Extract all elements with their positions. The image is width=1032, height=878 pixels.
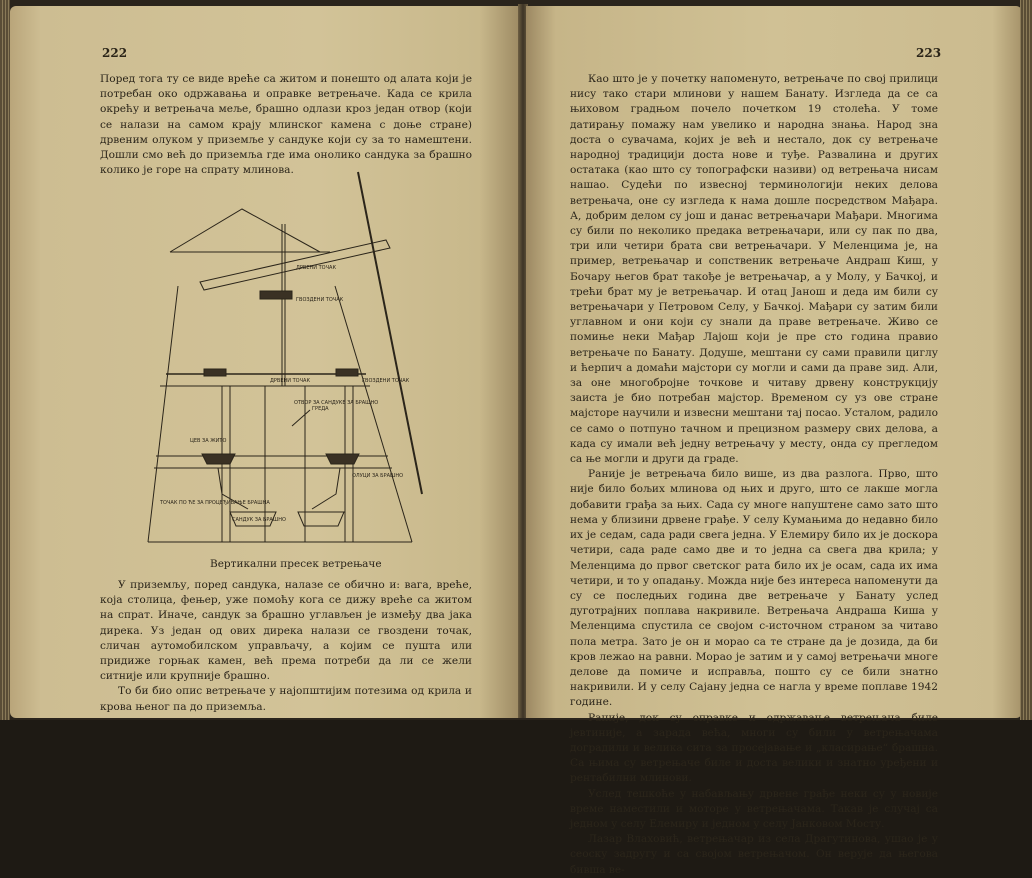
wind-shaft bbox=[200, 240, 390, 290]
roof-outline bbox=[170, 209, 320, 252]
windmill-cross-section-figure bbox=[130, 164, 430, 549]
right-paragraph-3: Раније, док су оправке и одржавање ветрењача биле јевтиније, а зарада већа, многи су били у ветрењачама доградили и велика сита за просејавање и „класирање“ брашна. Са њима су ветрењаче биле и доста велики и знатно уређени и рентабилни млинови. bbox=[570, 711, 938, 785]
top-wooden-wheel bbox=[260, 291, 292, 299]
label-otvor: ОТВОР ЗА САНДУКЕ ЗА БРАШНО bbox=[294, 400, 379, 406]
label-cev-za-zito: ЦЕВ ЗА ЖИТО bbox=[190, 438, 227, 444]
right-paragraph-4: Услед тешкоће у набављању дрвене грађе неки су у новије време наместили и моторе у ветрењачама. Такав је случај са једном у селу Елемиру и једном у селу Јанковом Мосту. bbox=[570, 787, 938, 830]
right-page-number: 223 bbox=[916, 46, 942, 60]
hopper-right bbox=[326, 454, 359, 464]
right-page-edges bbox=[1020, 0, 1032, 720]
left-paragraph-2: То би био опис ветрењаче у најопштијим потезима од крила и крова њеног па до приземља. bbox=[100, 685, 472, 713]
left-page-edges bbox=[0, 0, 10, 720]
gear-wheel-left bbox=[204, 369, 226, 376]
label-gvozdeni-tocak-lower: ГВОЗДЕНИ ТОЧАК bbox=[362, 378, 410, 384]
left-page bbox=[10, 6, 520, 718]
right-paragraph-1: Као што је у почетку напоменуто, ветрењаче по свој прилици нису тако стари млинови у нашем Банату. Изгледа да се са њиховом градњом почело почетком 19 столећа. У томе датирању помажу нам увелико и народна знања. Народ зна доста о сувачама, којих је већ и нестало, док су ветрењаче народној традицији доста нове и туђе. Развалина и других остатака (као што су топографски називи) од ветрењача нисам нашао. Судећи по извесној терминологији неких делова ветрењача, оне су изгледа к нама дошле посредством Мађара. А, добрим делом су још и данас ветрењачари Мађари. Многима су били по неколико предака ветрењачари, или су пак по два, три или четири брата сви ветрењачари. У Меленцима је, на пример, ветрењачар и сопственик ветрењаче Андраш Киш, у Бочару његов брат такође је ветрењачар, а у Молу, у Бачкој, и трећи брат му је ветрењачар. И отац Јанош и деда им били су ветрењачари у Петровом Селу, у Бачкој. Мађари су затим били углавном и они који су знали да праве ветрењаче. Живо се помиње неки Мађар Лајош који је пре сто година правио ветрењаче по Банату. Додуше, мештани су сами правили циглу и ћерпич а домаћи мајстори су могли и сами да праве зид. Али, за оне многобројне точкове и читаву дрвену конструкцију заиста је био потребан мајстор. Временом су уз ове стране мајсторе научили и извесни мештани тај посао. Усталом, радило се само о потпуно тачном и прецизном размеру свих делова, а када су имали већ једну ветрењачу у месту, онда су прегледом са ње могли и други да граде. bbox=[570, 73, 938, 466]
left-paragraph-1: У приземљу, поред сандука, налазе се обично и: вага, вреће, која столица, фењер, уже помоћу кога се дижу вреће са житом на спрат. Иначе, сандук за брашно углављен је између два јака дирека. Уз један од ових дирека налази се гвоздени точак, сличан аутомобилском управљачу, а којим се пушта или придиже горњак камен, већ према потреби да ли се жели ситније или крупније брашно. bbox=[100, 579, 472, 683]
label-greda: ГРЕДА bbox=[312, 406, 329, 412]
label-drveni-tocak: ДРВЕНИ ТОЧАК bbox=[296, 265, 336, 271]
tail-pole bbox=[358, 172, 422, 494]
label-gvozdeni-tocak: ГВОЗДЕНИ ТОЧАК bbox=[296, 297, 344, 303]
right-paragraph-2: Раније је ветрењача било више, из два разлога. Прво, што није било бољих млинова од њих и друго, што се лакше могла добавити грађа за њих. Сада су многе напуштене само зато што нема у близини дрвене грађе. У селу Кумањима до недавно било их је седам, сада ради свега једна. У Елемиру било их је доскора четири, сада раде само две и то једна са свега два крила; у Меленцима до првог светског рата било их је осам, сада их има четири, и то у опадању. Можда није без интереса напоменути да су се последњих година две ветрењаче у Банату услед дуготрајних поплава накривиле. Ветрењача Андраша Киша у Меленцима спустила се својом с-источном страном за читаво пола метра. Зато је он и морао са те стране да је дозида, да би кров лежао на равни. Морао је затим и у самој ветрењачи многе делове да помиче и исправља, пошто су се били знатно накривили. И у селу Сајану једна се нагла у време поплаве 1942 године. bbox=[570, 468, 938, 709]
chute-right bbox=[312, 468, 340, 509]
right-text bbox=[570, 72, 938, 878]
beam bbox=[292, 410, 310, 426]
right-paragraph-5: Лазар Влаховић, ветрењачар из села Драгутинова, ушао је у сеоску задругу и са својом ветрењачом. Он верује да његова бивша ве- bbox=[570, 833, 938, 876]
label-oluci: ОЛУЦИ ЗА БРАШНО bbox=[352, 473, 404, 479]
left-paragraph-intro: Поред тога ту се виде вреће са житом и понешто од алата који је потребан око одржавања и оправке ветрењаче. Када се крила окрећу и ветрењача меље, брашно одлази кроз један отвор (који се налази на самом крају млинског камена с доње стране) дрвеним олуком у приземље у сандуке који су за то намештени. Дошли смо већ до приземља где има онолико сандука за брашно колико је горе на спрату млинова. bbox=[100, 73, 472, 177]
left-intro-text bbox=[100, 72, 472, 178]
left-lower-text bbox=[100, 578, 472, 715]
wall-right-line bbox=[335, 286, 412, 542]
label-drveni-tocak-lower: ДРВЕНИ ТОЧАК bbox=[270, 378, 310, 384]
gear-wheel-right bbox=[336, 369, 358, 376]
label-sanduk: САНДУК ЗА БРАШНО bbox=[232, 517, 286, 523]
label-tocak-sita: ТОЧАК ПО ЋЕ ЗА ПРОЦЕЂИВАЊЕ БРАШНА bbox=[160, 500, 270, 506]
left-page-number: 222 bbox=[102, 46, 128, 60]
right-page bbox=[526, 6, 1022, 876]
hopper-left bbox=[202, 454, 235, 464]
figure-caption: Вертикални пресек ветрењаче bbox=[210, 558, 382, 570]
